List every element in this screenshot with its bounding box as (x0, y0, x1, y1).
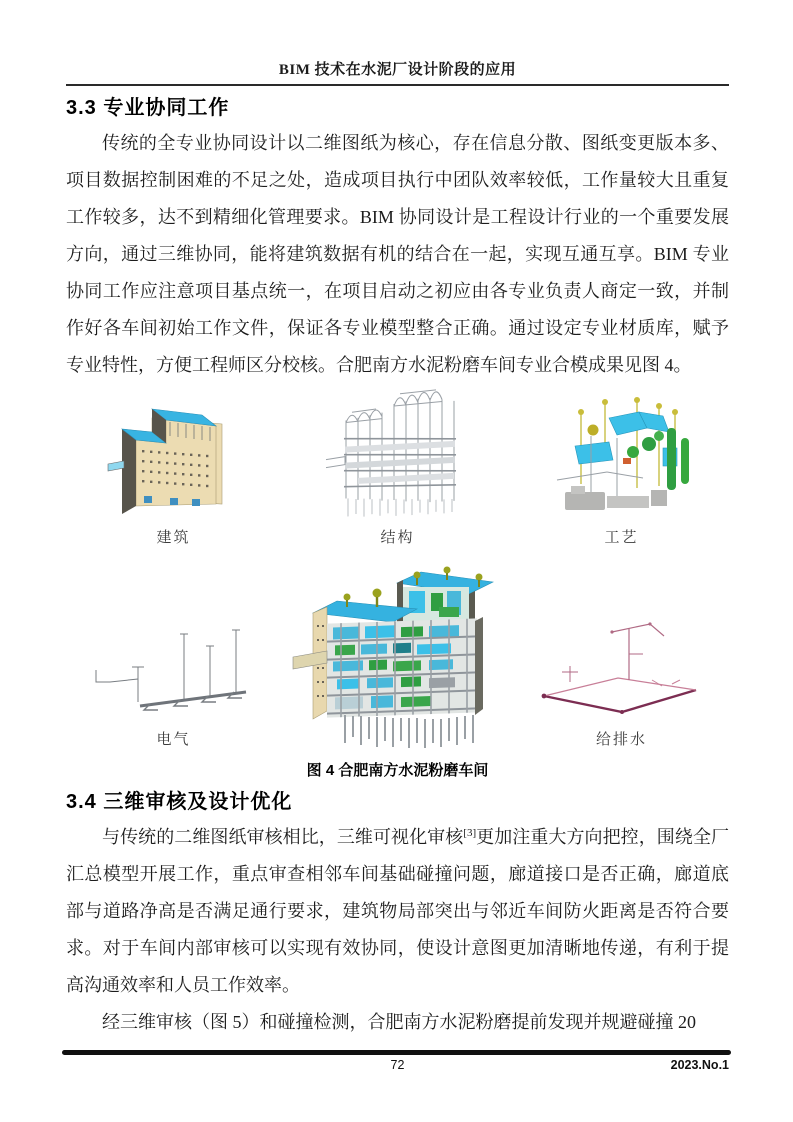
running-header: BIM 技术在水泥厂设计阶段的应用 (278, 62, 517, 78)
section-3-4-paragraph-2: 经三维审核（图 5）和碰撞检测，合肥南方水泥粉磨提前发现并规避碰撞 20 (102, 1012, 696, 1032)
figure-cell-electrical (66, 622, 281, 749)
process-model-image (547, 388, 697, 520)
figure-cell-process (514, 388, 729, 547)
section-3-4-paragraph-1 (66, 819, 729, 1004)
figure-label-architecture: 建筑 (156, 530, 191, 546)
section-3-3-heading: 3.3 专业协同工作 (66, 97, 230, 119)
figure-label-structure: 结构 (380, 530, 415, 546)
header-rule (66, 84, 729, 86)
page-number: 72 (390, 1058, 405, 1072)
plumbing-model-image (532, 614, 712, 722)
paragraph-text-before-ref: 与传统的二维图纸审核相比，三维可视化审核 (102, 827, 464, 847)
figure-4-caption: 图 4 合肥南方水泥粉磨车间 (306, 762, 489, 779)
electrical-model-image (84, 622, 264, 722)
section-3-3-paragraph: 传统的全专业协同设计以二维图纸为核心，存在信息分散、图纸变更版本多、项目数据控制困难的不足之处，造成项目执行中团队效率较低，工作量较大且重复工作较多，达不到精细化管理要求。BIM 协同设计是工程设计行业的一个重要发展方向，通过三维协同，能将建筑数据有机的结合在一起，实现互通互享。BIM 专业协同工作应注意项目基点统一，在项目启动之初应由各专业负责人商定一致，并制作好各车间初始工作文件，保证各专业模型整合正确。通过设定专业材质库，赋予专业特性，方便工程师区分校核。合肥南方水泥粉磨车间专业合模成果见图 4。 (66, 133, 729, 375)
footer-rule (62, 1050, 731, 1055)
figure-cell-architecture (66, 388, 281, 547)
figure-label-process: 工艺 (604, 530, 639, 546)
structure-model-image (318, 388, 478, 520)
figure-cell-structure (290, 388, 505, 547)
section-3-4-heading: 3.4 三维审核及设计优化 (66, 791, 293, 813)
figure-4 (66, 388, 729, 780)
citation-ref-3: [3] (463, 827, 477, 839)
figure-label-plumbing: 给排水 (595, 732, 647, 748)
issue-number: 2023.No.1 (670, 1058, 729, 1072)
figure-label-electrical: 电气 (156, 732, 191, 748)
figure-cell-combined-model (285, 563, 510, 749)
figure-cell-plumbing (514, 614, 729, 749)
paragraph-text-after-ref: 更加注重大方向把控，围绕全厂汇总模型开展工作，重点审查相邻车间基础碰撞问题，廊道接口是否正确，廊道底部与道路净高是否满足通行要求，建筑物局部突出与邻近车间防火距离是否符合要求。对于车间内部审核可以实现有效协同，使设计意图更加清晰地传递，有利于提高沟通效率和人员工作效率。 (66, 827, 730, 995)
combined-model-image (289, 563, 507, 749)
architecture-model-image (99, 388, 249, 520)
